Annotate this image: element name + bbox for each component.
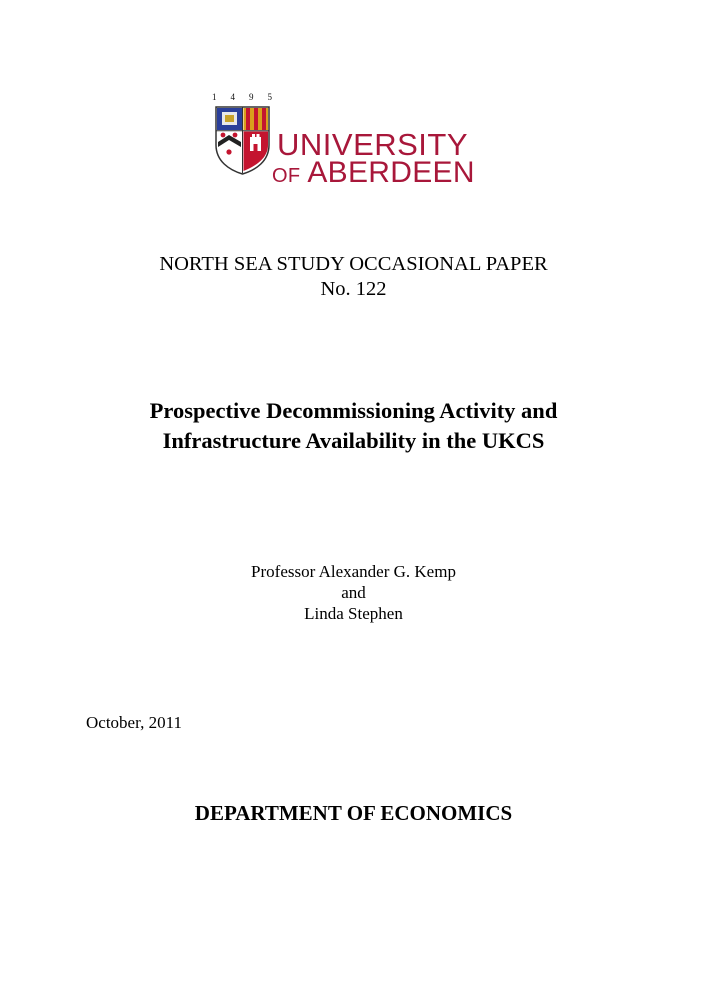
author-conjunction: and	[341, 583, 366, 602]
department-name: DEPARTMENT OF ECONOMICS	[194, 801, 513, 825]
series-heading	[0, 252, 707, 302]
coat-of-arms-icon	[214, 105, 271, 175]
series-name: NORTH SEA STUDY OCCASIONAL PAPER	[159, 253, 548, 275]
logo-text-aberdeen-main: ABERDEEN	[307, 156, 475, 189]
logo-founding-year: 1495	[212, 92, 286, 102]
title-line-2: Infrastructure Availability in the UKCS	[162, 428, 545, 453]
paper-title	[0, 396, 707, 456]
authors-block	[0, 561, 707, 624]
title-line-1: Prospective Decommissioning Activity and	[149, 398, 558, 423]
author-1: Professor Alexander G. Kemp	[251, 562, 456, 581]
author-2: Linda Stephen	[304, 604, 403, 623]
university-logo	[210, 92, 475, 189]
logo-text-of: OF	[272, 165, 301, 187]
publication-date: October, 2011	[86, 713, 182, 732]
logo-text-university: UNIVERSITY	[277, 127, 469, 162]
series-number: No. 122	[320, 278, 387, 300]
logo-text-aberdeen	[272, 158, 475, 191]
